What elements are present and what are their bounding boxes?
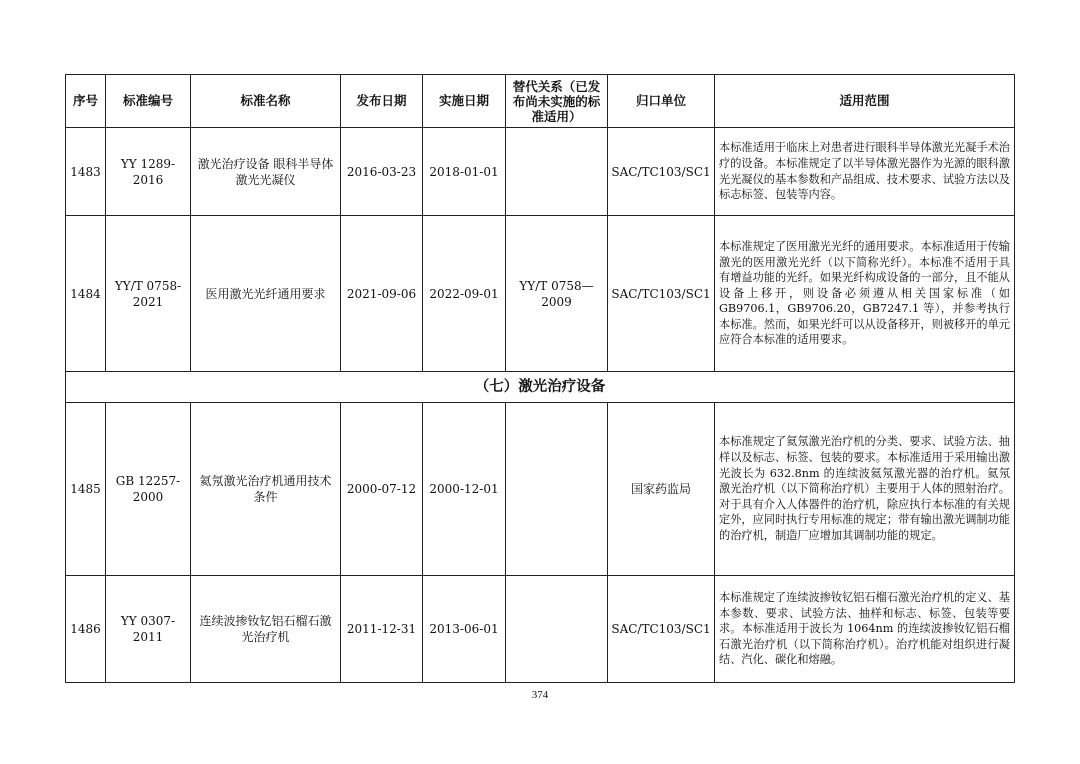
cell-code: YY 1289-2016 [106,128,191,216]
cell-replace: YY/T 0758—2009 [506,216,608,372]
cell-scope: 本标准规定了氦氖激光治疗机的分类、要求、试验方法、抽样以及标志、标签、包装的要求。本标准适用于采用输出激光波长为 632.8nm 的连续波氦氖激光器的治疗机。氦氖激光治疗机（以下简称治疗机）主要用于人体的照射治疗。对于具有介入人体器件的治疗机，除应执行本标准的有关规定外，应同时执行专用标准的规定；带有输出激光调制功能的治疗机，制造厂应增加其调制功能的规定。 [715,403,1015,576]
header-code: 标准编号 [106,75,191,128]
cell-replace [506,128,608,216]
cell-seq: 1485 [66,403,106,576]
cell-scope: 本标准规定了医用激光光纤的通用要求。本标准适用于传输激光的医用激光光纤（以下简称光纤）。本标准不适用于具有增益功能的光纤。如果光纤构成设备的一部分，且不能从设备上移开，则设备必须遵从相关国家标准（如GB9706.1，GB9706.20，GB7247.1 等），并参考执行本标准。然而，如果光纤可以从设备移开，则被移开的单元应符合本标准的适用要求。 [715,216,1015,372]
header-publish: 发布日期 [341,75,423,128]
header-name: 标准名称 [191,75,341,128]
cell-seq: 1486 [66,576,106,683]
cell-code: YY 0307-2011 [106,576,191,683]
cell-unit: SAC/TC103/SC1 [608,128,715,216]
table-row [66,216,1015,372]
table-row [66,128,1015,216]
table-row [66,576,1015,683]
cell-name: 氦氖激光治疗机通用技术条件 [191,403,341,576]
standards-table [65,74,1015,683]
header-effective: 实施日期 [423,75,506,128]
standards-table-container [65,74,1014,683]
cell-unit: SAC/TC103/SC1 [608,216,715,372]
cell-publish: 2016-03-23 [341,128,423,216]
cell-code: GB 12257-2000 [106,403,191,576]
page-number: 374 [531,689,549,701]
cell-publish: 2021-09-06 [341,216,423,372]
header-unit: 归口单位 [608,75,715,128]
cell-code: YY/T 0758-2021 [106,216,191,372]
cell-effective: 2013-06-01 [423,576,506,683]
cell-effective: 2022-09-01 [423,216,506,372]
header-seq: 序号 [66,75,106,128]
header-replace: 替代关系（已发布尚未实施的标准适用） [506,75,608,128]
cell-scope: 本标准适用于临床上对患者进行眼科半导体激光光凝手术治疗的设备。本标准规定了以半导体激光器作为光源的眼科激光光凝仪的基本参数和产品组成、技术要求、试验方法以及标志标签、包装等内容。 [715,128,1015,216]
cell-scope: 本标准规定了连续波掺钕钇铝石榴石激光治疗机的定义、基本参数、要求、试验方法、抽样和标志、标签、包装等要求。本标准适用于波长为 1064nm 的连续波掺钕钇铝石榴石激光治疗机（以下简称治疗机）。治疗机能对组织进行凝结、汽化、碳化和熔融。 [715,576,1015,683]
cell-unit: SAC/TC103/SC1 [608,576,715,683]
table-header-row [66,75,1015,128]
header-scope: 适用范围 [715,75,1015,128]
cell-unit: 国家药监局 [608,403,715,576]
cell-effective: 2000-12-01 [423,403,506,576]
cell-name: 激光治疗设备 眼科半导体激光光凝仪 [191,128,341,216]
cell-replace [506,576,608,683]
cell-name: 医用激光光纤通用要求 [191,216,341,372]
cell-publish: 2000-07-12 [341,403,423,576]
section-title: （七）激光治疗设备 [66,372,1015,403]
section-row [66,372,1015,403]
cell-effective: 2018-01-01 [423,128,506,216]
cell-replace [506,403,608,576]
cell-seq: 1484 [66,216,106,372]
table-row [66,403,1015,576]
cell-seq: 1483 [66,128,106,216]
cell-publish: 2011-12-31 [341,576,423,683]
cell-name: 连续波掺钕钇铝石榴石激光治疗机 [191,576,341,683]
